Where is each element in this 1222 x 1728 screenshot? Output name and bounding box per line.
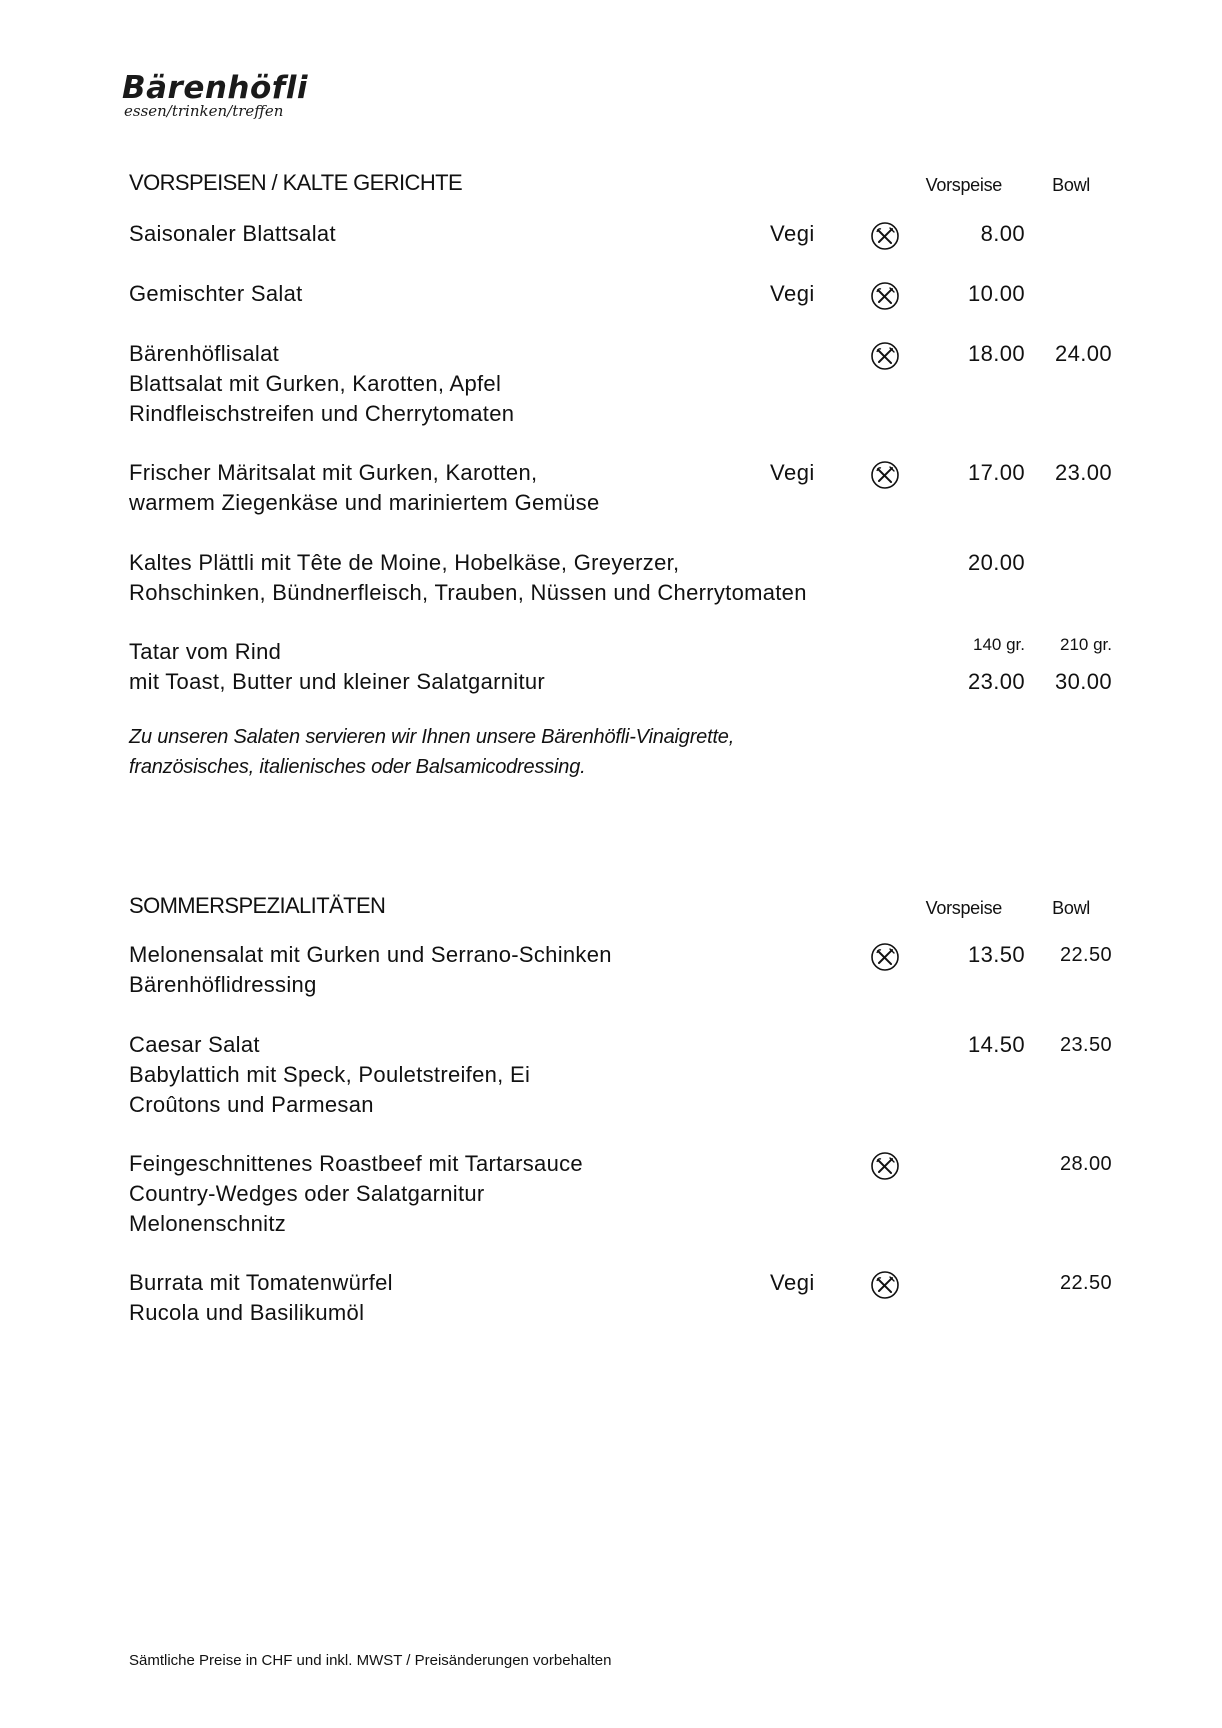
section-title-vorspeisen: VORSPEISEN / KALTE GERICHTE [129,170,463,195]
portion-size-large: 210 gr. [1060,635,1112,654]
item-description [129,279,303,309]
item-detail: Blattsalat mit Gurken, Karotten, Apfel [129,371,502,396]
item-description [129,1149,583,1239]
item-detail: Bärenhöflidressing [129,972,317,997]
cutlery-icon [870,942,900,972]
price-bowl: 28.00 [1059,1153,1112,1175]
cutlery-icon [870,221,900,251]
logo-name: Bärenhöfli [122,70,309,106]
price-vorspeise: 18.00 [967,341,1025,366]
item-name: Saisonaler Blattsalat [129,221,336,246]
dressing-note [129,722,734,782]
vegi-label: Vegi [770,221,815,246]
item-detail: Rohschinken, Bündnerfleisch, Trauben, Nüssen und Cherrytomaten [129,580,807,605]
price-vorspeise: 10.00 [967,281,1025,306]
item-description [129,1268,393,1328]
menu-item [129,940,1149,1030]
price-bowl: 24.00 [1054,341,1112,366]
item-description [129,637,545,697]
item-description [129,1030,530,1120]
vegi-label: Vegi [770,281,815,306]
item-name: Caesar Salat [129,1032,260,1057]
item-detail: Rucola und Basilikumöl [129,1300,365,1325]
item-detail: warmem Ziegenkäse und mariniertem Gemüse [129,490,600,515]
vegi-label: Vegi [770,460,815,485]
item-description [129,548,807,608]
item-name: Tatar vom Rind [129,639,282,664]
price-vorspeise: 14.50 [967,1032,1025,1057]
price-bowl: 22.50 [1059,944,1112,966]
price-vorspeise: 8.00 [980,221,1025,246]
item-description [129,940,612,1000]
item-name: Burrata mit Tomatenwürfel [129,1270,393,1295]
item-name: Frischer Märitsalat mit Gurken, Karotten, [129,460,538,485]
item-detail: Melonenschnitz [129,1211,287,1236]
vegi-label: Vegi [770,1270,815,1295]
item-detail: Rindfleischstreifen und Cherrytomaten [129,401,515,426]
item-name: Feingeschnittenes Roastbeef mit Tartarsauce [129,1151,583,1176]
item-detail: mit Toast, Butter und kleiner Salatgarnitur [129,669,546,694]
column-header-vorspeise: Vorspeise [925,175,1002,195]
price-vorspeise: 17.00 [967,460,1025,485]
item-detail: Country-Wedges oder Salatgarnitur [129,1181,485,1206]
column-header-bowl: Bowl [1052,175,1090,195]
price-footnote: Sämtliche Preise in CHF und inkl. MWST / Preisänderungen vorbehalten [129,1652,612,1669]
logo-tagline: essen/trinken/treffen [124,102,284,120]
menu-item [129,1030,1149,1120]
item-name: Bärenhöflisalat [129,341,280,366]
cutlery-icon [870,1270,900,1300]
section-title-sommerspezialitaeten: SOMMERSPEZIALITÄTEN [129,893,386,918]
cutlery-icon [870,341,900,371]
price-bowl: 30.00 [1054,669,1112,694]
cutlery-icon [870,1151,900,1181]
item-detail: Croûtons und Parmesan [129,1092,374,1117]
note-line: Zu unseren Salaten servieren wir Ihnen unsere Bärenhöfli-Vinaigrette, [129,726,735,748]
menu-item [129,1268,1149,1358]
note-line: französisches, italienisches oder Balsamicodressing. [129,756,586,778]
item-description [129,219,336,249]
item-detail: Babylattich mit Speck, Pouletstreifen, Ei [129,1062,531,1087]
column-header-vorspeise: Vorspeise [925,898,1002,918]
item-name: Melonensalat mit Gurken und Serrano-Schinken [129,942,612,967]
logo [122,70,308,119]
column-header-bowl: Bowl [1052,898,1090,918]
item-name: Kaltes Plättli mit Tête de Moine, Hobelkäse, Greyerzer, [129,550,680,575]
item-description [129,458,600,518]
menu-item [129,1149,1149,1239]
cutlery-icon [870,460,900,490]
price-vorspeise: 20.00 [967,550,1025,575]
price-bowl: 23.00 [1054,460,1112,485]
item-description [129,339,514,429]
cutlery-icon [870,281,900,311]
menu-item [129,458,1149,548]
price-vorspeise: 13.50 [967,942,1025,967]
menu-item [129,637,1149,727]
portion-size-small: 140 gr. [973,635,1025,654]
price-bowl: 23.50 [1059,1034,1112,1056]
menu-item [129,339,1149,429]
menu-item [129,548,1149,638]
price-vorspeise: 23.00 [967,669,1025,694]
item-name: Gemischter Salat [129,281,303,306]
price-bowl: 22.50 [1059,1272,1112,1294]
